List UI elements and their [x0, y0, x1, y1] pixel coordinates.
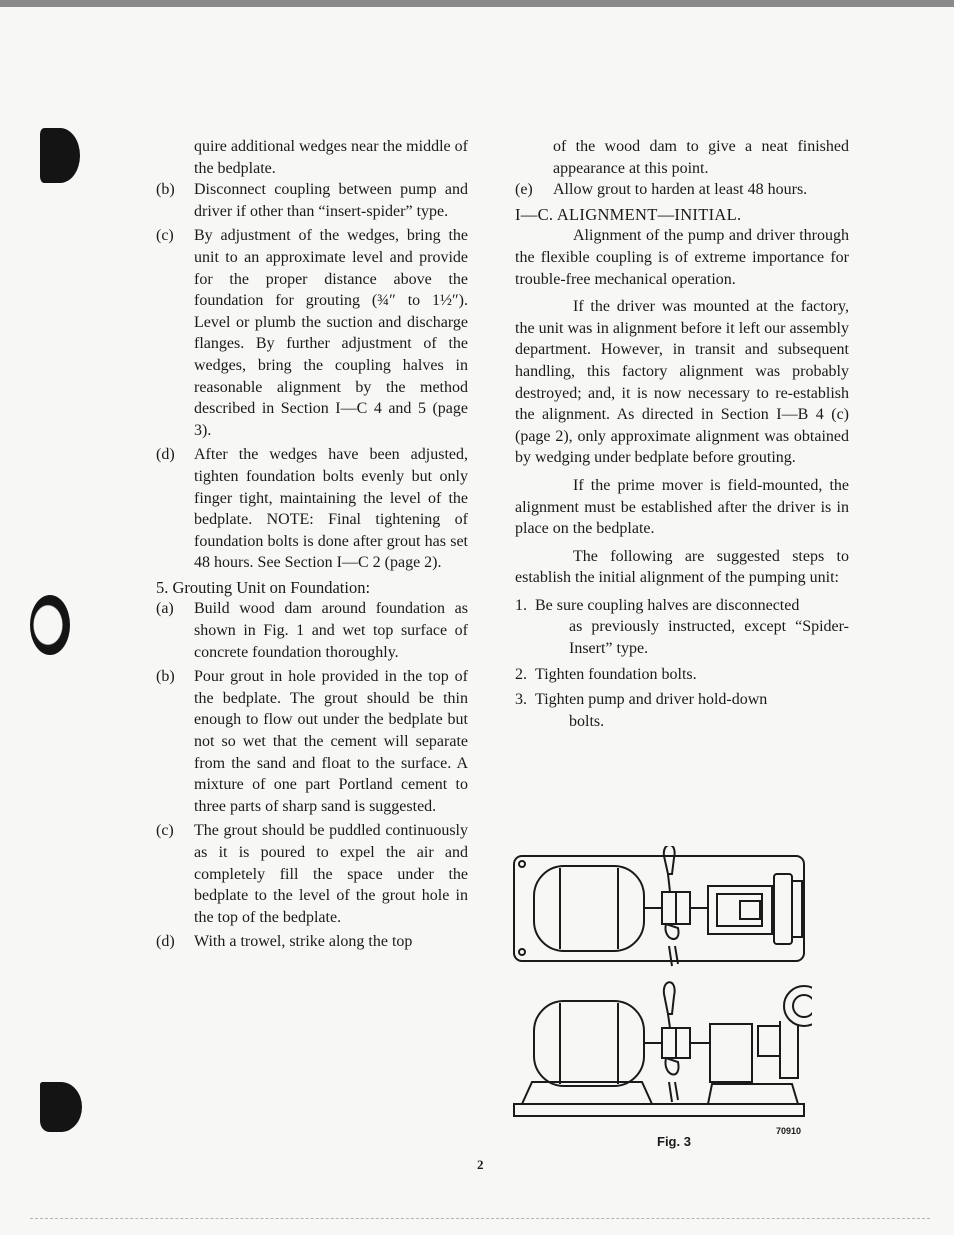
step-3 — [515, 689, 849, 732]
paragraph: The following are suggested steps to establish the initial alignment of the pumping unit: — [515, 547, 849, 587]
item-label: (b) — [156, 181, 175, 199]
pump-driver-illustration — [512, 846, 812, 1121]
side-view-drawing — [514, 982, 812, 1116]
step-text-continued: bolts. — [569, 712, 605, 730]
left-column — [156, 136, 468, 956]
continuation-text: of the wood dam to give a neat finished appearance at this point. — [553, 138, 849, 177]
list-item-5a — [156, 598, 468, 663]
punch-hole-middle — [30, 595, 70, 655]
punch-hole-bottom — [40, 1082, 82, 1132]
top-view-drawing — [514, 846, 804, 966]
alignment-figure-svg — [512, 846, 812, 1121]
section-heading-alignment: I—C. ALIGNMENT—INITIAL. — [515, 204, 742, 224]
list-item-d — [156, 444, 468, 574]
paragraph: Alignment of the pump and driver through the flexible coupling is of extreme importance for trouble-free mechanical operation. — [515, 227, 849, 288]
step-number: 2. — [515, 665, 527, 683]
section-5-heading: 5. Grouting Unit on Foundation: — [156, 577, 371, 597]
step-number: 3. — [515, 691, 527, 709]
step-text-continued: as previously instructed, except “Spider-Insert” type. — [569, 618, 849, 658]
punch-hole-top — [40, 128, 80, 183]
section-5-list — [156, 598, 468, 953]
list-item-c — [156, 225, 468, 441]
paragraph: If the prime mover is field-mounted, the alignment must be established after the driver is in place on the bedplate. — [515, 476, 849, 538]
page-number: 2 — [477, 1157, 484, 1172]
item-label: (e) — [515, 181, 533, 199]
list-item-b — [156, 179, 468, 222]
item-text: Pour grout in hole provided in the top of the bedplate. The grout should be thin enough to flow out under the bedplate but not so wet that the cement will separate from the sand and float to the surface. A mixture of one part Portland cement to three parts of sharp sand is suggested. — [194, 668, 468, 815]
item-text: By adjustment of the wedges, bring the unit to an approximate level and provide for the proper distance above the foundation for grouting (¾″ to 1½″). Level or plumb the suction and discharge flanges. By further adjustment of the wedges, bring the coupling halves in reasonable alignment by the method described in Section I—C 4 and 5 (page 3). — [194, 227, 468, 439]
figure-number: 70910 — [776, 1126, 802, 1136]
right-column — [515, 136, 849, 736]
list-item-5d — [156, 931, 468, 953]
intro-continuation: quire additional wedges near the middle of the bedplate. — [194, 138, 468, 177]
step-2 — [515, 664, 849, 686]
page-top-edge — [0, 0, 954, 7]
item-text: With a trowel, strike along the top — [194, 933, 413, 951]
step-text: Tighten pump and driver hold-down — [535, 691, 768, 709]
step-number: 1. — [515, 596, 527, 614]
item-text: Build wood dam around foundation as shown in Fig. 1 and wet top surface of concrete foundation thoroughly. — [194, 600, 468, 661]
paragraph: If the driver was mounted at the factory, the unit was in alignment before it left our assembly department. However, in transit and subsequent handling, this factory alignment was probably destroyed; and, it is now necessary to re-establish the alignment. As directed in Section I—B 4 (c) (page 2), only approximate alignment was obtained by wedging under bedplate before grouting. — [515, 298, 849, 467]
item-label: (c) — [156, 227, 174, 245]
step-1 — [515, 595, 849, 660]
item-label: (b) — [156, 668, 175, 686]
bottom-rule — [30, 1218, 930, 1219]
item-text: Disconnect coupling between pump and driver if other than “insert-spider” type. — [194, 181, 468, 220]
item-label: (a) — [156, 600, 174, 618]
list-item-5c — [156, 820, 468, 928]
figure-caption: Fig. 3 — [657, 1134, 691, 1149]
step-text: Be sure coupling halves are disconnected — [535, 596, 800, 614]
item-label: (d) — [156, 933, 175, 951]
item-label: (c) — [156, 822, 174, 840]
item-text: Allow grout to harden at least 48 hours. — [553, 181, 808, 199]
list-item-5b — [156, 666, 468, 817]
item-label: (d) — [156, 446, 175, 464]
step-text: Tighten foundation bolts. — [535, 665, 697, 683]
list-item-e — [515, 179, 849, 201]
item-text: The grout should be puddled continuously as it is poured to expel the air and completely fill the space under the bedplate to the level of the grout hole in the top of the bedplate. — [194, 822, 468, 926]
item-text: After the wedges have been adjusted, tighten foundation bolts evenly but only finger tight, maintaining the level of the bedplate. NOTE: Final tightening of foundation bolts is done after grout has set 48 hours. See Section I—C 2 (page 2). — [194, 446, 468, 572]
